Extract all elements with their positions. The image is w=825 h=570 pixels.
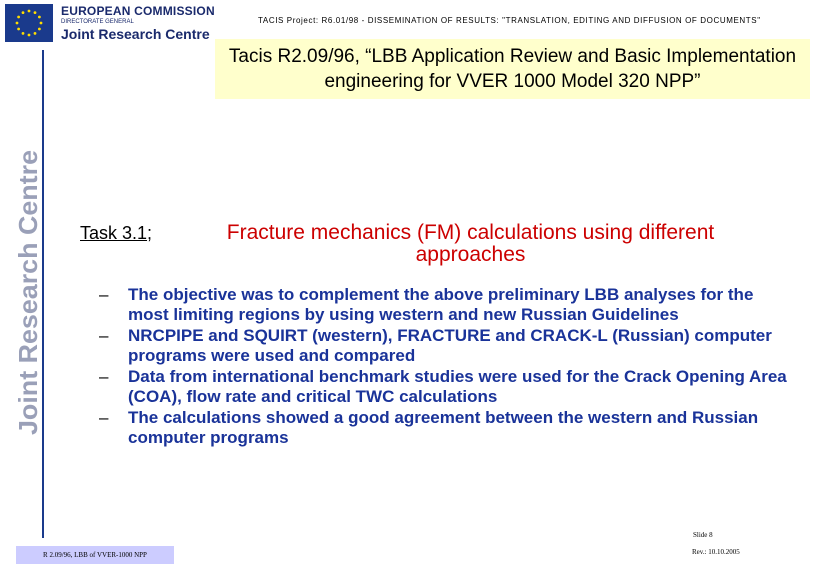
list-item [99,408,789,447]
dash-marker: – [99,408,109,427]
bullet-text: The objective was to complement the above preliminary LBB analyses for the most limiting regions by using western and new Russian Guidelines [128,285,754,324]
revision-date: Rev.: 10.10.2005 [692,548,740,556]
list-item [99,326,789,365]
title-box [215,39,810,99]
bullet-text: The calculations showed a good agreement between the western and Russian computer programs [128,408,759,447]
dash-marker: – [99,367,109,386]
footer-doc-label: R 2.09/96, LBB of VVER-1000 NPP [43,551,147,559]
bullet-text: Data from international benchmark studies were used for the Crack Opening Area (COA), flow rate and critical TWC calculations [128,367,787,406]
list-item [99,285,789,324]
slide-title: Tacis R2.09/96, “LBB Application Review and Basic Implementation engineering for VVER 1000 Model 320 NPP” [228,46,797,92]
sidebar-brand-text: Joint Research Centre [13,159,43,435]
dash-marker: – [99,285,109,304]
project-header: TACIS Project: R6.01/98 - DISSEMINATION OF RESULTS: "TRANSLATION, EDITING AND DIFFUSION OF DOCUMENTS" [258,16,761,25]
list-item [99,367,789,406]
sidebar-brand [0,0,44,570]
slide-number: Slide 8 [693,531,713,539]
bullet-text: NRCPIPE and SQUIRT (western), FRACTURE and CRACK-L (Russian) computer programs were used and compared [128,326,772,365]
footer-doc-box [16,546,174,564]
logo-jrc-text: Joint Research Centre [61,26,210,42]
logo-directorate-text: DIRECTORATE GENERAL [61,19,134,25]
task-suffix: ; [147,223,153,243]
logo-commission-text: EUROPEAN COMMISSION [61,4,215,18]
dash-marker: – [99,326,109,345]
section-heading: Fracture mechanics (FM) calculations using different approaches [226,221,715,266]
task-label [80,223,152,244]
bullet-list [99,285,789,449]
task-link: Task 3.1 [80,223,148,243]
